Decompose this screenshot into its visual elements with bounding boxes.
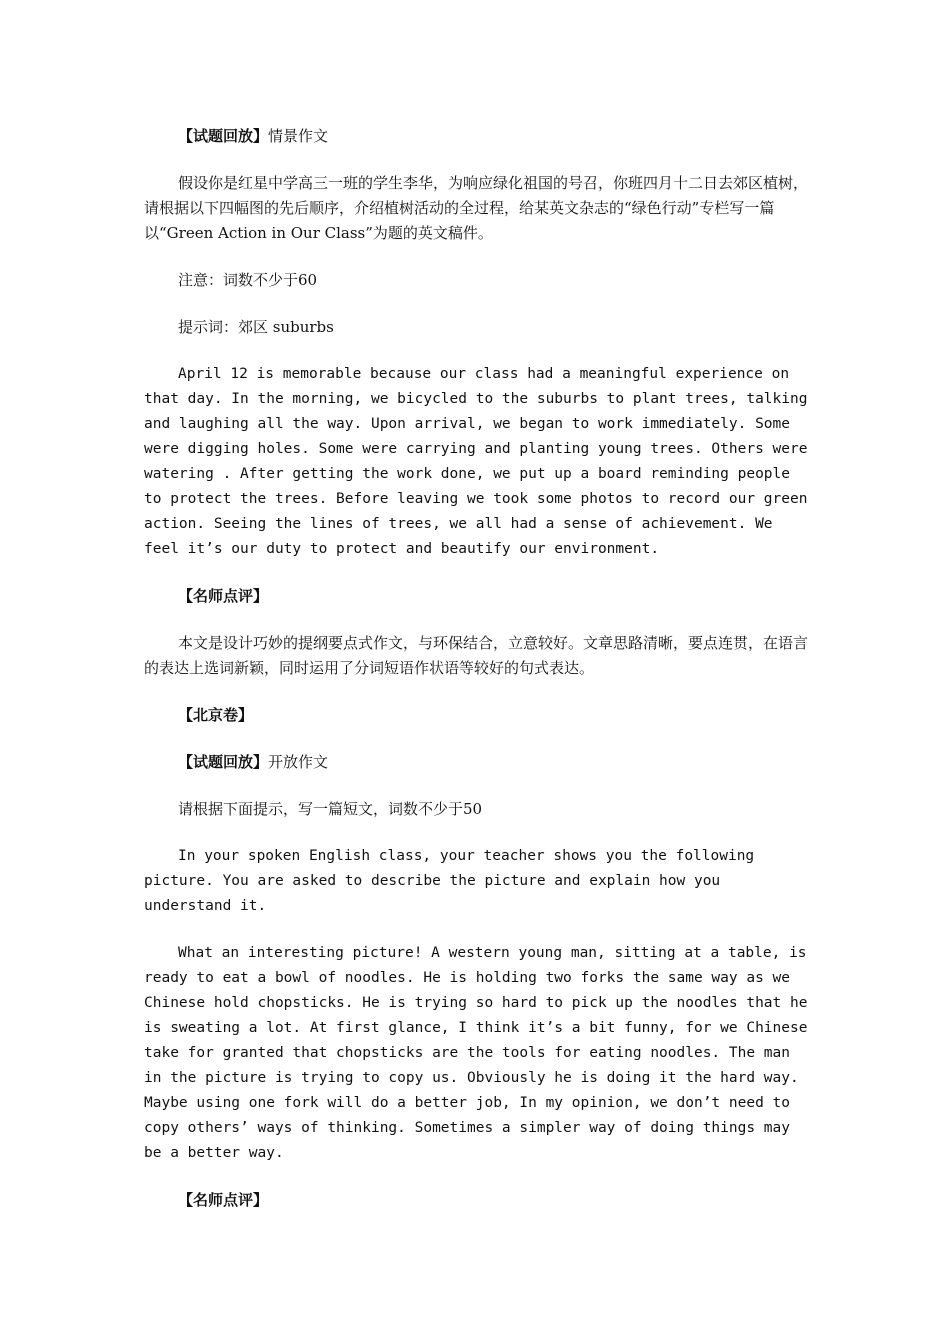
model-essay: April 12 is memorable because our class had a meaningful experience on that day. In the morning, we bicycled to the suburbs to plant trees, talking and laughing all the way. Upon arrival, we began to work immediately. Some were digging holes. Some were carrying and planting young trees. Others were watering . After getting the work done, we put up a board reminding people to protect the trees. Before leaving we took some photos to record our green action. Seeing the lines of trees, we all had a sense of achievement. We feel it’s our duty to protect and beautify our environment.: [144, 366, 808, 557]
heading-text: 情景作文: [268, 127, 329, 145]
heading-bracket: 【试题回放】: [178, 753, 269, 771]
review-text: 本文是设计巧妙的提纲要点式作文，与环保结合，立意较好。文章思路清晰，要点连贯，在语言的表达上选词新颖，同时运用了分词短语作状语等较好的句式表达。: [144, 634, 809, 677]
word-count-note: 注意：词数不少于60: [178, 271, 318, 289]
question-prompt: 假设你是红星中学高三一班的学生李华，为响应绿化祖国的号召，你班四月十二日去郊区植树，请根据以下四幅图的先后顺序，介绍植树活动的全过程，给某英文杂志的“绿色行动”专栏写一篇以“Green Action in Our Class”为题的英文稿件。: [144, 174, 809, 242]
heading-text: 开放作文: [268, 753, 329, 771]
document-page: [144, 124, 808, 1213]
heading-bracket: 【试题回放】: [178, 127, 269, 145]
section-heading: [144, 124, 808, 149]
question-prompt-english: In your spoken English class, your teacher shows you the following picture. You are asked to describe the picture and explain how you understand it.: [144, 848, 755, 914]
model-essay: What an interesting picture! A western young man, sitting at a table, is ready to eat a bowl of noodles. He is holding two forks the same way as we Chinese hold chopsticks. He is trying so hard to pick up the noodles that he is sweating a lot. At first glance, I think it’s a bit funny, for we Chinese take for granted that chopsticks are the tools for eating noodles. The man in the picture is trying to copy us. Obviously he is doing it the hard way. Maybe using one fork will do a better job, In my opinion, we don’t need to copy others’ ways of thinking. Sometimes a simpler way of doing things may be a better way.: [144, 945, 808, 1161]
section-heading: [144, 750, 808, 775]
region-heading: 【北京卷】: [178, 706, 254, 724]
hint-words: 提示词：郊区 suburbs: [178, 318, 334, 336]
question-instruction: 请根据下面提示，写一篇短文，词数不少于50: [178, 800, 483, 818]
review-heading: 【名师点评】: [178, 587, 269, 605]
review-heading: 【名师点评】: [178, 1191, 269, 1209]
